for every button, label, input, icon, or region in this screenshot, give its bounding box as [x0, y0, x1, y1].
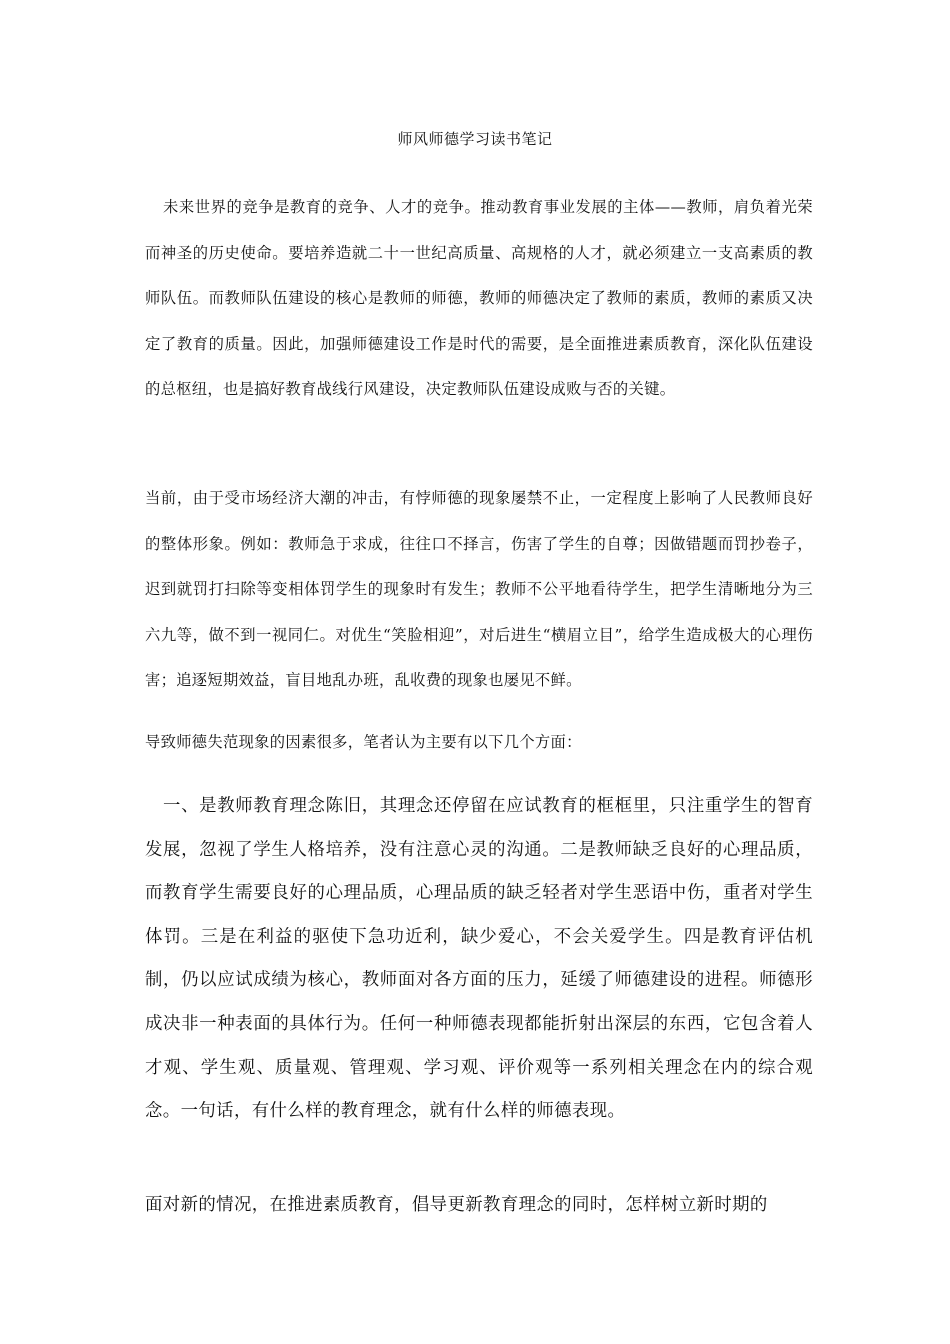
- paragraph-causes-detail: 一、是教师教育理念陈旧，其理念还停留在应试教育的框框里，只注重学生的智育发展，忽视了学生人格培养，没有注意心灵的沟通。二是教师缺乏良好的心理品质，而教育学生需要良好的心理品质，心理品质的缺乏轻者对学生恶语中伤，重者对学生体罚。三是在利益的驱使下急功近利，缺少爱心，不会关爱学生。四是教育评估机制，仍以应试成绩为核心，教师面对各方面的压力，延缓了师德建设的进程。师德形成决非一种表面的具体行为。任何一种师德表现都能折射出深层的东西，它包含着人才观、学生观、质量观、管理观、学习观、评价观等一系列相关理念在内的综合观念。一句话，有什么样的教育理念，就有什么样的师德表现。: [145, 796, 813, 1122]
- document-title: 师风师德学习读书笔记: [397, 130, 553, 148]
- paragraph-new-situation: 面对新的情况，在推进素质教育，倡导更新教育理念的同时，怎样树立新时期的: [145, 1195, 768, 1215]
- paragraph-intro: 未来世界的竞争是教育的竞争、人才的竞争。推动教育事业发展的主体——教师，肩负着光荣而神圣的历史使命。要培养造就二十一世纪高质量、高规格的人才，就必须建立一支高素质的教师队伍。而教师队伍建设的核心是教师的师德，教师的师德决定了教师的素质，教师的素质又决定了教育的质量。因此，加强师德建设工作是时代的需要，是全面推进素质教育，深化队伍建设的总枢纽，也是搞好教育战线行风建设，决定教师队伍建设成败与否的关键。: [145, 198, 813, 398]
- paragraph-current-situation: 当前，由于受市场经济大潮的冲击，有悖师德的现象屡禁不止，一定程度上影响了人民教师良好的整体形象。例如：教师急于求成，往往口不择言，伤害了学生的自尊；因做错题而罚抄卷子，迟到就罚打扫除等变相体罚学生的现象时有发生；教师不公平地看待学生，把学生清晰地分为三六九等，做不到一视同仁。对优生“笑脸相迎”，对后进生“横眉立目”，给学生造成极大的心理伤害；追逐短期效益，盲目地乱办班，乱收费的现象也屡见不鲜。: [145, 489, 813, 689]
- paragraph-causes-lead: 导致师德失范现象的因素很多，笔者认为主要有以下几个方面：: [145, 733, 582, 751]
